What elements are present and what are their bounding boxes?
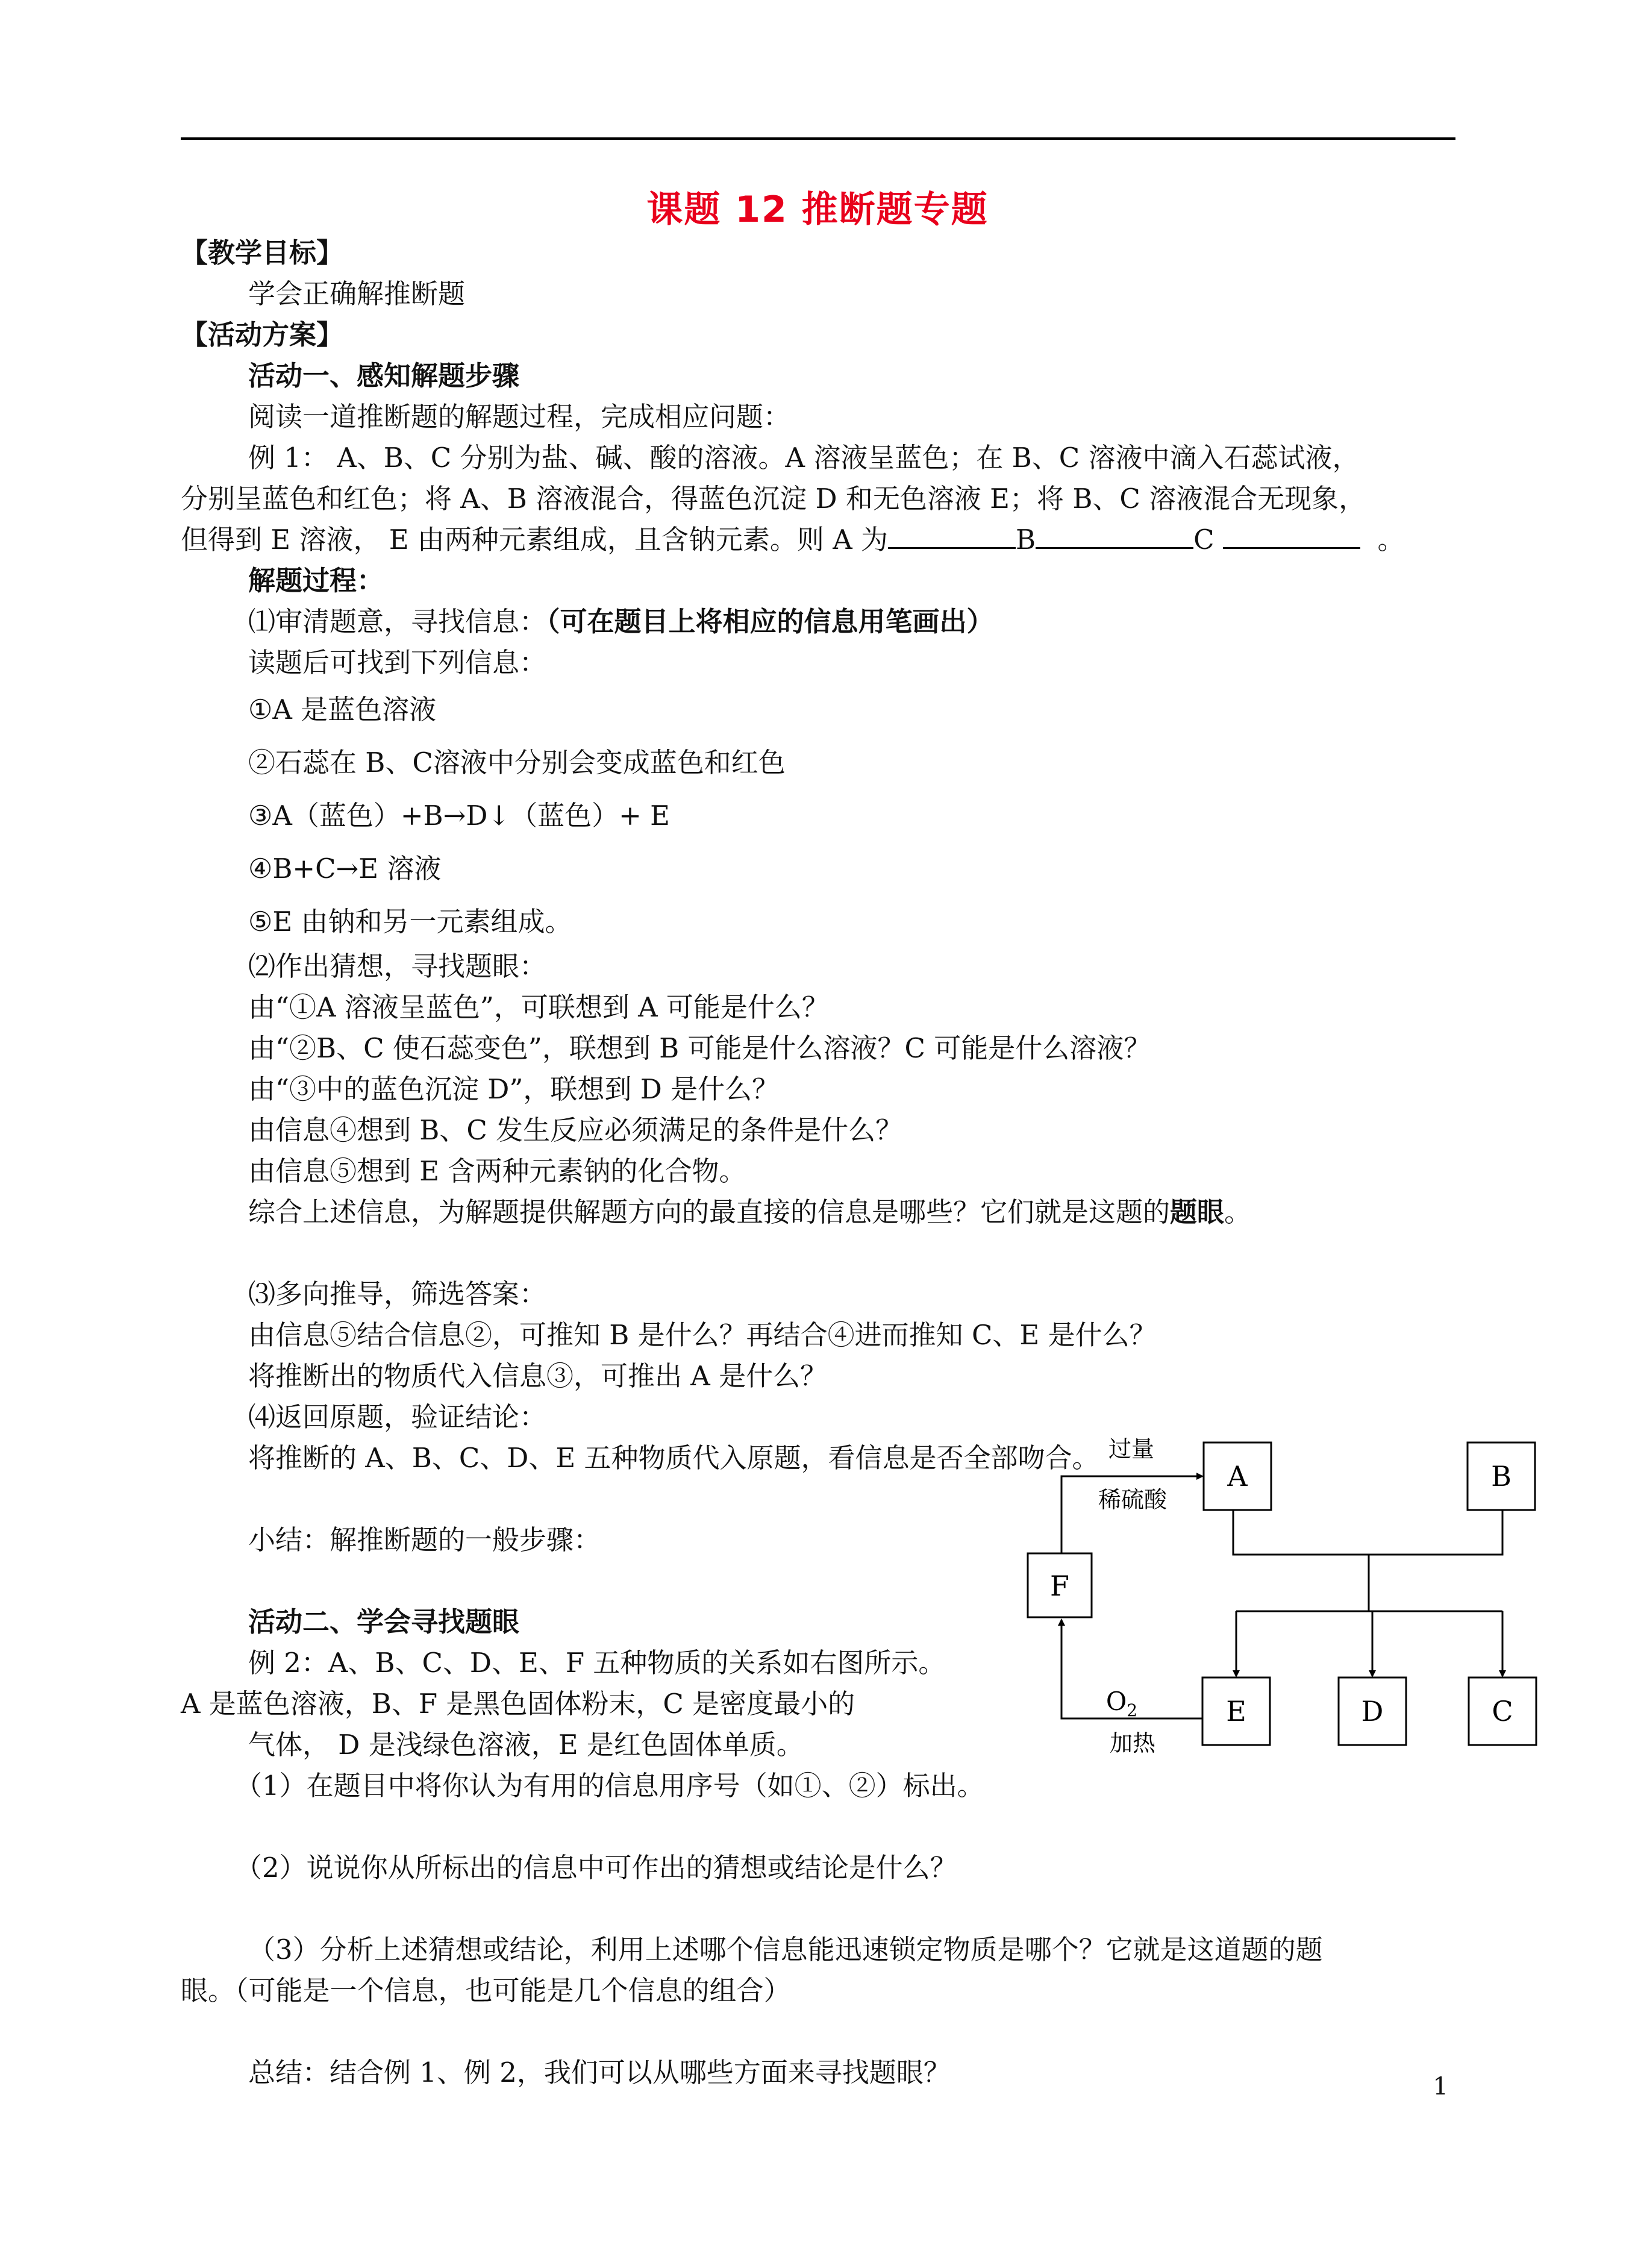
guess-summary-end: 。 <box>1224 1196 1252 1228</box>
info-item: ②石蕊在 B、C溶液中分别会变成蓝色和红色 <box>248 747 786 778</box>
connector-a-b <box>1233 1510 1502 1555</box>
info-item: ⑤E 由钠和另一元素组成。 <box>248 906 572 938</box>
key-term: 题眼 <box>1170 1196 1225 1228</box>
deduce-line: 将推断出的物质代入信息③，可推出 A 是什么？ <box>248 1360 828 1392</box>
label-oxygen <box>1106 1687 1137 1720</box>
answer-blank-c[interactable] <box>1223 523 1360 549</box>
box-c-label: C <box>1492 1695 1513 1728</box>
label-oxygen-sub: 2 <box>1127 1700 1138 1720</box>
guess-question: 由“③中的蓝色沉淀 D”，联想到 D 是什么？ <box>248 1073 780 1105</box>
guess-summary-text: 综合上述信息，为解题提供解题方向的最直接的信息是哪些？它们就是这题的 <box>248 1196 1171 1228</box>
summary-line: 小结：解推断题的一般步骤： <box>248 1524 601 1556</box>
process-heading: 解题过程： <box>248 565 384 597</box>
label-heat: 加热 <box>1109 1730 1156 1756</box>
box-e-label: E <box>1226 1695 1246 1728</box>
answer-blank-b[interactable] <box>1036 523 1193 549</box>
conclusion-line: 总结：结合例 1、例 2，我们可以从哪些方面来寻找题眼？ <box>248 2057 951 2088</box>
step2-heading: ⑵作出猜想，寻找题眼： <box>248 950 547 982</box>
question-line: （3）分析上述猜想或结论，利用上述哪个信息能迅速锁定物质是哪个？它就是这道题的题 <box>248 1934 1323 1966</box>
step1-line <box>248 605 994 639</box>
example2-line: 例 2：A、B、C、D、E、F 五种物质的关系如右图所示。 <box>248 1647 946 1679</box>
step1-hint: （可在题目上将相应的信息用笔画出） <box>546 606 994 637</box>
deduce-line: 由信息⑤结合信息②，可推知 B 是什么？再结合④进而推知 C、E 是什么？ <box>248 1319 1157 1351</box>
page-title: 课题 12 推断题专题 <box>646 189 989 231</box>
guess-question: 由“②B、C 使石蕊变色”，联想到 B 可能是什么溶液？C 可能是什么溶液？ <box>248 1032 1151 1064</box>
box-f-label: F <box>1050 1570 1069 1602</box>
example1-text: 但得到 E 溶液， E 由两种元素组成，且含钠元素。则 A 为 <box>181 524 889 556</box>
box-b-label: B <box>1491 1460 1512 1493</box>
label-excess: 过量 <box>1108 1436 1155 1462</box>
header-rule <box>181 137 1455 140</box>
step1-subtext: 读题后可找到下列信息： <box>248 647 547 678</box>
example1-line: 例 1： A、B、C 分别为盐、碱、酸的溶液。A 溶液呈蓝色；在 B、C 溶液中滴入石蕊试液， <box>248 442 1360 474</box>
objective-text: 学会正确解推断题 <box>248 278 466 310</box>
step1-text: ⑴审清题意，寻找信息： <box>248 606 547 637</box>
example1-label-c: C <box>1193 524 1215 556</box>
objective-heading: 【教学目标】 <box>181 237 344 269</box>
info-item: ④B+C→E 溶液 <box>248 853 442 885</box>
plan-heading: 【活动方案】 <box>181 319 344 351</box>
question-line: 眼。（可能是一个信息，也可能是几个信息的组合） <box>181 1975 791 2006</box>
guess-question: 由“①A 溶液呈蓝色”，可联想到 A 可能是什么？ <box>248 991 829 1023</box>
activity1-heading: 活动一、感知解题步骤 <box>248 360 520 392</box>
label-oxygen-o: O <box>1105 1687 1127 1716</box>
example1-line: 分别呈蓝色和红色；将 A、B 溶液混合，得蓝色沉淀 D 和无色溶液 E；将 B、C 溶液混合无现象， <box>181 483 1366 515</box>
example1-line <box>181 523 1404 557</box>
relationship-diagram <box>1012 1428 1584 1765</box>
box-d-label: D <box>1361 1695 1384 1728</box>
guess-question: 由信息④想到 B、C 发生反应必须满足的条件是什么？ <box>248 1114 903 1146</box>
step3-heading: ⑶多向推导，筛选答案： <box>248 1278 547 1310</box>
answer-blank-a[interactable] <box>888 523 1016 549</box>
info-item: ①A 是蓝色溶液 <box>248 694 437 725</box>
example1-period: 。 <box>1377 524 1405 556</box>
label-dilute-acid: 稀硫酸 <box>1098 1486 1168 1513</box>
activity1-intro: 阅读一道推断题的解题过程，完成相应问题： <box>248 401 791 433</box>
activity2-heading: 活动二、学会寻找题眼 <box>248 1606 520 1638</box>
example2-line: A 是蓝色溶液，B、F 是黑色固体粉末，C 是密度最小的 <box>181 1688 855 1720</box>
guess-question: 由信息⑤想到 E 含两种元素钠的化合物。 <box>248 1155 746 1187</box>
question-line: （1）在题目中将你认为有用的信息用序号（如①、②）标出。 <box>235 1770 984 1802</box>
step4-heading: ⑷返回原题，验证结论： <box>248 1401 547 1433</box>
example1-label-b: B <box>1016 524 1036 556</box>
verify-line: 将推断的 A、B、C、D、E 五种物质代入原题，看信息是否全部吻合。 <box>248 1442 1099 1474</box>
question-line: （2）说说你从所标出的信息中可作出的猜想或结论是什么？ <box>235 1852 957 1884</box>
example2-line: 气体， D 是浅绿色溶液，E 是红色固体单质。 <box>248 1729 804 1761</box>
guess-summary <box>248 1195 1251 1229</box>
box-a-label: A <box>1227 1460 1248 1493</box>
page-number: 1 <box>1433 2073 1448 2100</box>
info-item: ③A（蓝色）+B→D↓（蓝色）+ E <box>248 800 670 832</box>
